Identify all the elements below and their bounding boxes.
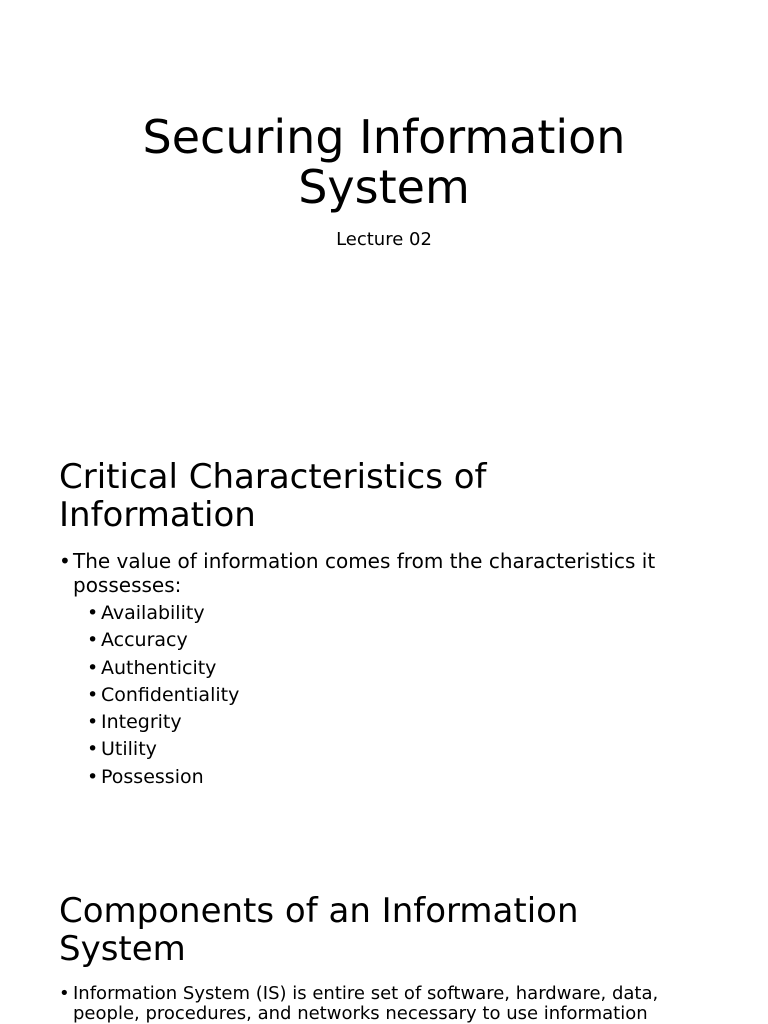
sub-bullet-item <box>87 764 719 791</box>
bullet-icon: • <box>87 738 99 761</box>
sub-bullet-item <box>87 709 719 736</box>
sub-bullet-text: Possession <box>101 765 204 788</box>
bullet-text: Information System (IS) is entire set of software, hardware, data, people, procedures, and networks necessary to use information <box>73 983 659 1024</box>
sub-bullet-text: Confidentiality <box>101 683 240 706</box>
slide-heading-line-1: Components of an Information <box>59 891 579 931</box>
slide-title-line-1: Securing Information <box>142 110 626 164</box>
components-slide <box>0 864 768 1024</box>
bullet-text: The value of information comes from the characteristics it possesses: <box>73 549 656 597</box>
sub-bullet-text: Utility <box>101 738 157 761</box>
bullet-item <box>59 984 719 1024</box>
characteristics-slide <box>0 432 768 864</box>
sub-bullet-item <box>87 627 719 654</box>
bullet-list <box>59 549 719 791</box>
sub-bullet-text: Integrity <box>101 711 182 734</box>
bullet-icon: • <box>87 602 99 624</box>
bullet-list <box>59 984 719 1024</box>
bullet-icon: • <box>87 683 99 706</box>
sub-bullet-text: Accuracy <box>101 629 188 652</box>
bullet-icon: • <box>87 656 99 679</box>
sub-bullet-text: Authenticity <box>101 656 217 679</box>
slide-heading-line-2: System <box>59 929 186 969</box>
sub-bullet-item <box>87 682 719 709</box>
bullet-icon: • <box>87 629 99 652</box>
slide-title-line-2: System <box>298 160 470 214</box>
bullet-icon: • <box>59 983 70 1004</box>
slide-heading-line-1: Critical Characteristics of <box>59 457 487 497</box>
slide-heading-line-2: Information <box>59 495 256 535</box>
slide-title <box>0 112 768 212</box>
slide-heading <box>59 892 719 968</box>
sub-bullet-item <box>87 600 719 627</box>
title-slide <box>0 0 768 432</box>
slide-heading <box>59 458 719 534</box>
sub-bullet-text: Availability <box>101 602 205 624</box>
bullet-item <box>59 549 719 791</box>
slide-subtitle: Lecture 02 <box>336 229 432 250</box>
sub-bullet-item <box>87 736 719 763</box>
sub-bullet-item <box>87 655 719 682</box>
sub-bullet-list <box>73 600 719 791</box>
bullet-icon: • <box>59 549 71 573</box>
bullet-icon: • <box>87 765 99 788</box>
bullet-icon: • <box>87 711 99 734</box>
